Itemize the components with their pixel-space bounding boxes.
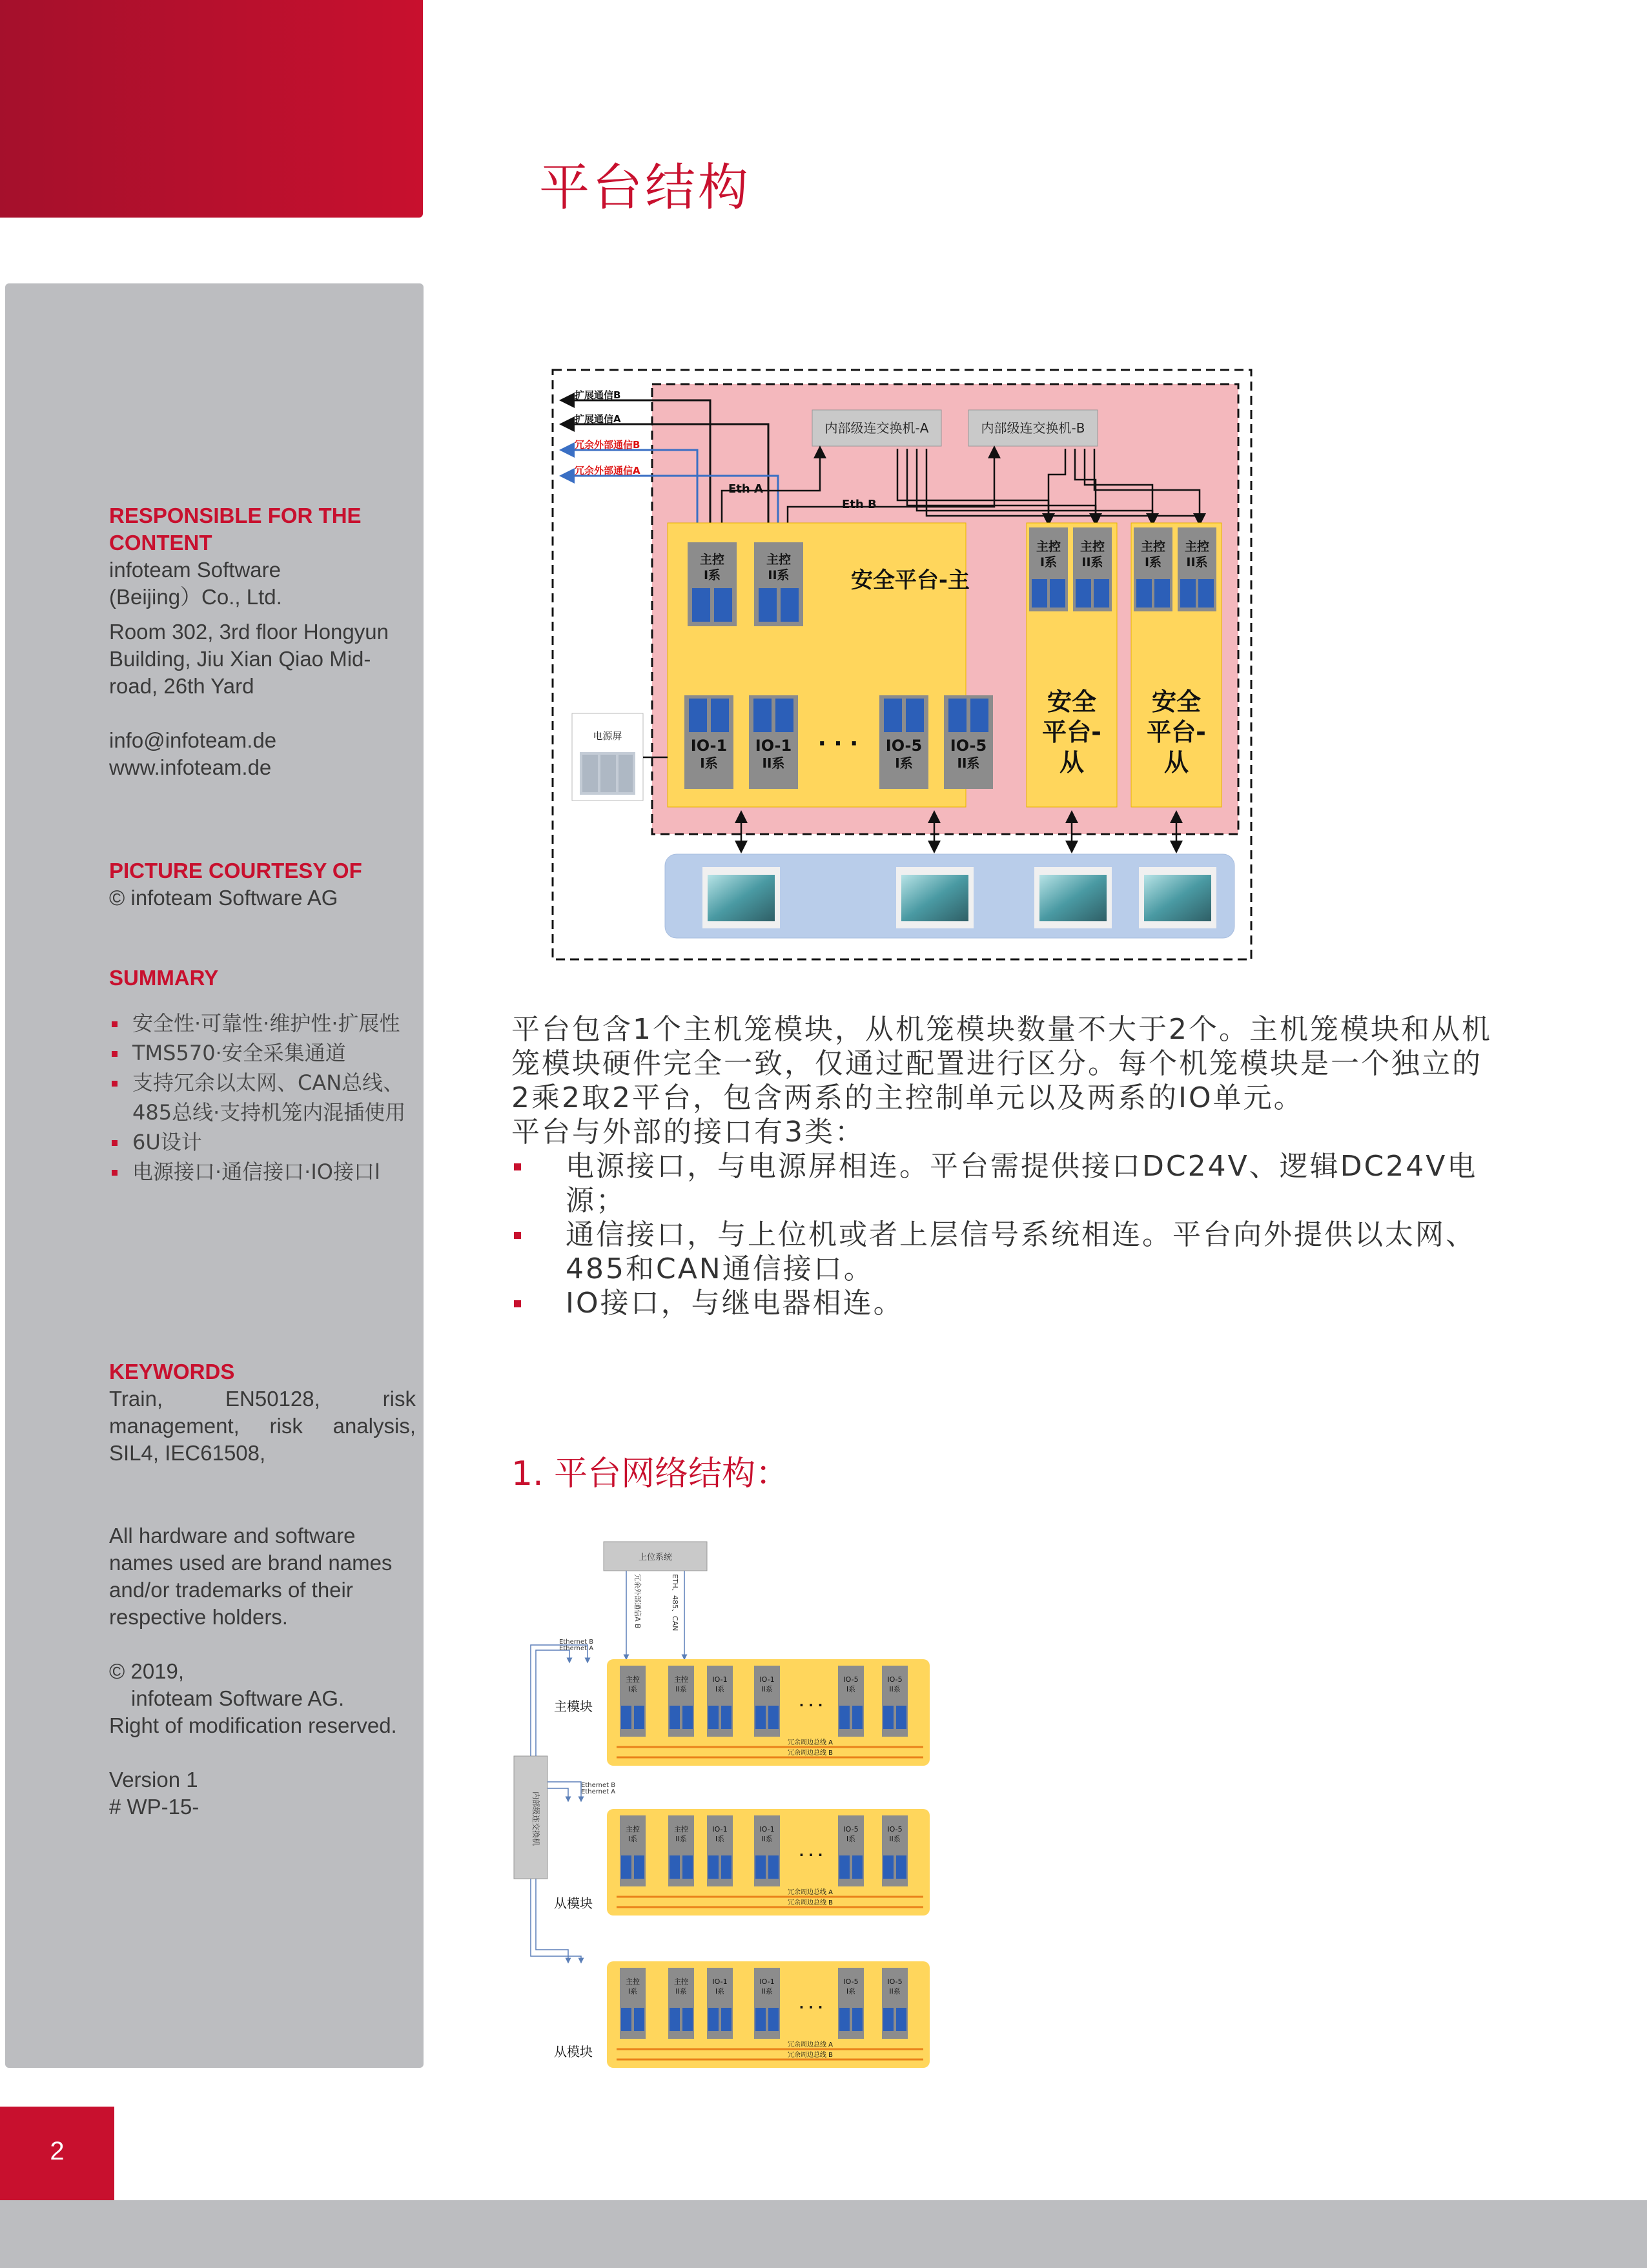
section-heading: 1. 平台网络结构： <box>511 1455 790 1493</box>
svg-text:II系: II系 <box>762 755 785 771</box>
svg-text:IO-1: IO-1 <box>755 737 792 755</box>
ethernet-b-label: Ethernet B <box>559 1639 594 1646</box>
svg-text:主控: 主控 <box>626 1675 640 1684</box>
svg-text:II系: II系 <box>761 1685 773 1693</box>
svg-text:IO-5: IO-5 <box>950 737 987 755</box>
svg-text:I系: I系 <box>700 755 718 771</box>
svg-text:主控: 主控 <box>766 553 792 567</box>
svg-text:I系: I系 <box>1039 555 1058 569</box>
upper-system-label: 上位系统 <box>638 1553 673 1562</box>
responsible-block <box>109 502 416 781</box>
eth-b-label: Eth B <box>842 498 877 511</box>
svg-text:IO-1: IO-1 <box>712 1825 728 1834</box>
ext-comm-a-label: 扩展通信A <box>575 413 621 425</box>
svg-text:II系: II系 <box>675 1835 687 1843</box>
summary-heading: SUMMARY <box>109 966 219 990</box>
ethernet-b-label-2: Ethernet B <box>581 1782 616 1789</box>
summary-block <box>109 965 416 1187</box>
svg-text:冗余周边总线 B: 冗余周边总线 B <box>788 1750 834 1757</box>
svg-text:IO-1: IO-1 <box>690 737 728 755</box>
svg-text:主控: 主控 <box>1140 540 1166 554</box>
summary-list <box>109 1008 416 1187</box>
svg-text:冗余周边总线 A: 冗余周边总线 A <box>788 2041 834 2048</box>
redundant-comm-b-label: 冗余外部通信B <box>575 439 640 451</box>
svg-text:I系: I系 <box>895 755 913 771</box>
master-module <box>607 1659 930 1766</box>
switch-a-label: 内部级连交换机-A <box>824 420 929 436</box>
svg-text:IO-1: IO-1 <box>712 1675 728 1684</box>
svg-text:从: 从 <box>1163 748 1189 777</box>
slave-module-label-2: 从模块 <box>554 2044 593 2059</box>
keywords-block <box>109 1358 416 1467</box>
svg-text:主控: 主控 <box>674 1825 688 1834</box>
footer-bar <box>0 2200 1647 2268</box>
ethernet-a-label-2: Ethernet A <box>581 1788 616 1795</box>
interface-item: 电源接口，与电源屏相连。平台需提供接口DC24V、逻辑DC24V电源； <box>511 1149 1493 1218</box>
svg-text:冗余周边总线 B: 冗余周边总线 B <box>788 1899 834 1906</box>
svg-text:I系: I系 <box>715 1835 725 1843</box>
master-platform-label: 安全平台-主 <box>850 567 970 593</box>
svg-text:冗余周边总线 A: 冗余周边总线 A <box>788 1889 834 1896</box>
master-module-label: 主模块 <box>554 1699 593 1714</box>
svg-text:主控: 主控 <box>674 1977 688 1986</box>
svg-text:II系: II系 <box>889 1987 901 1996</box>
svg-text:主控: 主控 <box>699 553 725 567</box>
svg-text:冗余周边总线 A: 冗余周边总线 A <box>788 1739 834 1746</box>
courtesy-block <box>109 857 416 912</box>
svg-text:I系: I系 <box>715 1685 725 1693</box>
copyright-year: © 2019, <box>109 1659 185 1683</box>
interface-item: IO接口，与继电器相连。 <box>511 1286 1493 1320</box>
summary-item: TMS570·安全采集通道 <box>109 1038 416 1068</box>
slave-module-2 <box>607 1961 930 2068</box>
svg-text:I系: I系 <box>846 1685 856 1693</box>
svg-text:IO-1: IO-1 <box>759 1825 775 1834</box>
svg-text:主控: 主控 <box>674 1675 688 1684</box>
summary-item: 安全性·可靠性·维护性·扩展性 <box>109 1008 416 1038</box>
svg-text:· · ·: · · · <box>799 1847 823 1863</box>
summary-item: 支持冗余以太网、CAN总线、485总线·支持机笼内混插使用 <box>109 1068 416 1127</box>
comm-label-2: ETH、485、CAN <box>671 1574 679 1631</box>
switch-b-label: 内部级连交换机-B <box>981 420 1085 436</box>
company-line-1: infoteam Software <box>109 558 281 582</box>
io-unit-io5-sys1 <box>879 695 928 789</box>
web-link[interactable]: www.infoteam.de <box>109 755 272 779</box>
summary-item: 6U设计 <box>109 1127 416 1157</box>
page-title: 平台结构 <box>539 159 752 217</box>
svg-text:I系: I系 <box>846 1987 856 1996</box>
svg-text:IO-1: IO-1 <box>712 1977 728 1986</box>
keywords-heading: KEYWORDS <box>109 1360 235 1384</box>
power-cabinet-label: 电源屏 <box>593 730 622 742</box>
svg-text:IO-5: IO-5 <box>885 737 923 755</box>
ext-comm-b-label: 扩展通信B <box>575 389 621 401</box>
platform-structure-diagram <box>549 365 1259 965</box>
slave-module-1 <box>607 1809 930 1916</box>
interface-list <box>511 1149 1493 1320</box>
io-unit-io1-sys1 <box>684 695 733 789</box>
svg-text:IO-1: IO-1 <box>759 1977 775 1986</box>
ethernet-a-label: Ethernet A <box>559 1645 594 1652</box>
header-banner <box>0 0 423 218</box>
io-unit-io1-sys2 <box>749 695 798 789</box>
svg-text:II系: II系 <box>889 1685 901 1693</box>
svg-text:IO-1: IO-1 <box>759 1675 775 1684</box>
comm-label-1: 冗余外部通信A B <box>633 1574 642 1629</box>
redundant-comm-a-label: 冗余外部通信A <box>575 465 640 476</box>
svg-text:IO-5: IO-5 <box>843 1977 859 1986</box>
courtesy-heading: PICTURE COURTESY OF <box>109 859 362 883</box>
svg-text:主控: 主控 <box>626 1977 640 1986</box>
copyright-company: infoteam Software AG. <box>131 1686 345 1710</box>
interface-item: 通信接口，与上位机或者上层信号系统相连。平台向外提供以太网、485和CAN通信接口。 <box>511 1218 1493 1286</box>
svg-text:I系: I系 <box>628 1987 638 1996</box>
responsible-heading: RESPONSIBLE FOR THE CONTENT <box>109 504 362 555</box>
svg-text:IO-5: IO-5 <box>887 1675 903 1684</box>
svg-text:I系: I系 <box>1144 555 1162 569</box>
svg-text:I系: I系 <box>846 1835 856 1843</box>
intro-paragraph: 平台包含1个主机笼模块，从机笼模块数量不大于2个。主机笼模块和从机笼模块硬件完全一致，仅通过配置进行区分。每个机笼模块是一个独立的2乘2取2平台，包含两系的主控制单元以及两系的IO单元。 <box>511 1013 1492 1114</box>
svg-text:主控: 主控 <box>1036 540 1061 554</box>
internal-switch-box <box>514 1756 547 1879</box>
email-link[interactable]: info@infoteam.de <box>109 728 277 752</box>
svg-text:安全: 安全 <box>1047 688 1097 716</box>
document-number: # WP-15- <box>109 1795 199 1819</box>
legal-block <box>109 1522 420 1821</box>
relay-images <box>702 867 1216 928</box>
interfaces-intro: 平台与外部的接口有3类： <box>511 1116 865 1149</box>
svg-text:I系: I系 <box>628 1835 638 1843</box>
svg-text:II系: II系 <box>1186 555 1208 569</box>
svg-text:II系: II系 <box>675 1685 687 1693</box>
svg-text:IO-5: IO-5 <box>887 1977 903 1986</box>
power-cabinet <box>572 713 643 801</box>
svg-text:主控: 主控 <box>1079 540 1105 554</box>
svg-text:平台-: 平台- <box>1147 718 1206 746</box>
courtesy-text: © infoteam Software AG <box>109 886 338 910</box>
version: Version 1 <box>109 1768 198 1792</box>
trademark-notice: All hardware and software names used are brand names and/or trademarks of their respective holders. <box>109 1524 393 1629</box>
ctrl-unit-1 <box>688 542 737 626</box>
svg-text:I系: I系 <box>628 1685 638 1693</box>
svg-text:IO-5: IO-5 <box>887 1825 903 1834</box>
company-line-2: (Beijing）Co., Ltd. <box>109 585 282 609</box>
body-text <box>511 1012 1493 1320</box>
svg-text:I系: I系 <box>715 1987 725 1996</box>
slave-platform-2 <box>1131 523 1222 807</box>
svg-text:IO-5: IO-5 <box>843 1675 859 1684</box>
svg-text:II系: II系 <box>889 1835 901 1843</box>
svg-text:安全: 安全 <box>1151 688 1202 716</box>
svg-text:平台-: 平台- <box>1042 718 1101 746</box>
svg-text:II系: II系 <box>957 755 980 771</box>
modification-notice: Right of modification reserved. <box>109 1713 397 1737</box>
svg-text:II系: II系 <box>761 1987 773 1996</box>
svg-text:从: 从 <box>1059 748 1085 777</box>
address: Room 302, 3rd floor Hongyun Building, Jiu Xian Qiao Mid-road, 26th Yard <box>109 620 389 698</box>
io-ellipsis: · · · <box>817 731 859 757</box>
svg-text:· · ·: · · · <box>799 1999 823 2015</box>
ctrl-unit-2 <box>754 542 803 626</box>
svg-text:II系: II系 <box>1081 555 1103 569</box>
svg-text:主控: 主控 <box>626 1825 640 1834</box>
svg-text:· · ·: · · · <box>799 1697 823 1713</box>
svg-text:主控: 主控 <box>1184 540 1210 554</box>
eth-a-label: Eth A <box>728 482 763 496</box>
svg-text:I系: I系 <box>703 568 721 582</box>
network-structure-diagram <box>510 1537 936 2076</box>
summary-item: 电源接口·通信接口·IO接口l <box>109 1157 416 1187</box>
svg-text:IO-5: IO-5 <box>843 1825 859 1834</box>
svg-text:II系: II系 <box>768 568 790 582</box>
slave-platform-1 <box>1027 523 1117 807</box>
slave-module-label-1: 从模块 <box>554 1895 593 1911</box>
svg-text:II系: II系 <box>761 1835 773 1843</box>
page-number: 2 <box>50 2137 65 2165</box>
svg-text:II系: II系 <box>675 1987 687 1996</box>
keywords-text: Train, EN50128, risk management, risk analysis, SIL4, IEC61508, <box>109 1387 416 1465</box>
svg-text:冗余周边总线 B: 冗余周边总线 B <box>788 2052 834 2059</box>
io-unit-io5-sys2 <box>944 695 993 789</box>
internal-switch-label: 内部级连交换机 <box>531 1792 540 1846</box>
